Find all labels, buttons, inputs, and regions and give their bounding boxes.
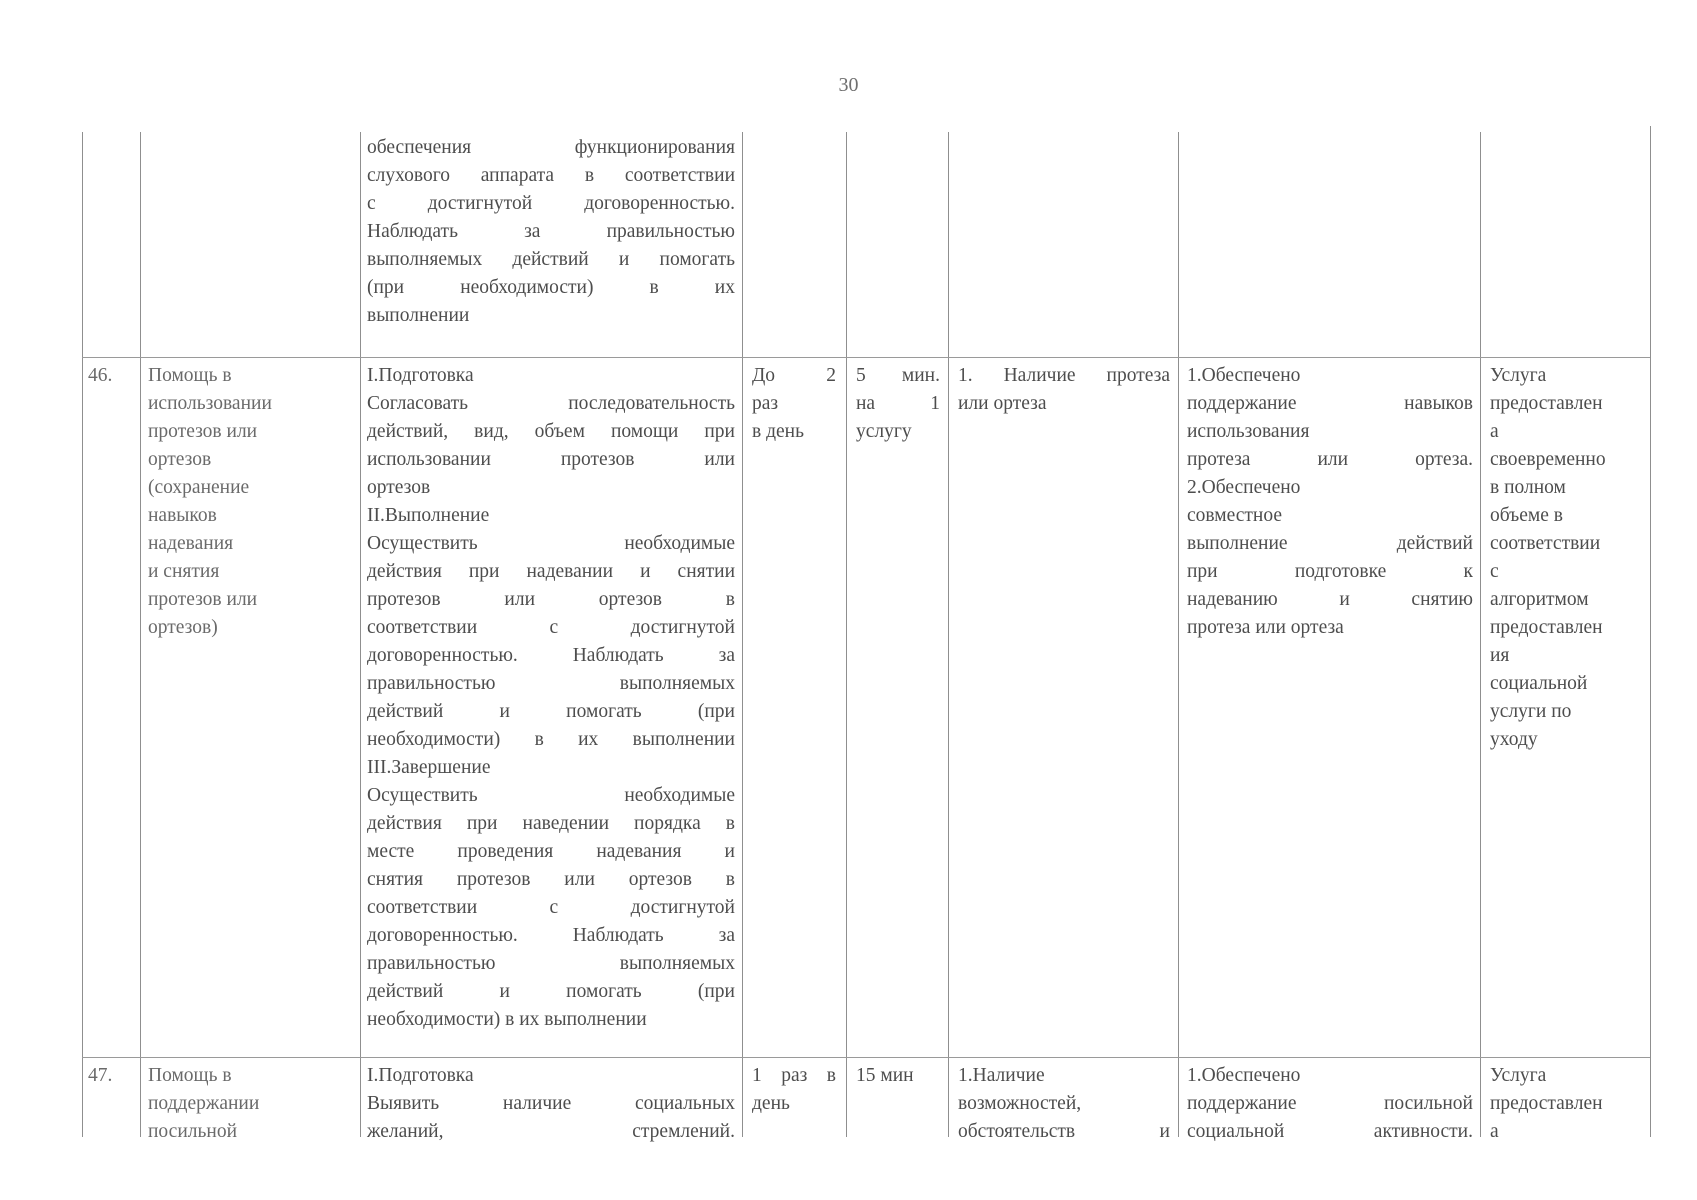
algorithm-line: соответствии с достигнутой (367, 617, 735, 638)
algorithm-line: Выявить наличие социальных (367, 1093, 735, 1114)
quality-line: своевременно (1490, 449, 1606, 470)
column-divider (846, 132, 847, 1137)
algorithm-line: ортезов (367, 477, 431, 498)
algorithm-line: с достигнутой договоренностью. (367, 193, 735, 214)
quality-line: ия (1490, 645, 1510, 666)
quality-cell (1490, 1062, 1646, 1146)
quality-line: предоставлен (1490, 1093, 1603, 1114)
time-line: 15 мин (856, 1065, 914, 1086)
results-line: 1.Обеспечено (1187, 365, 1301, 386)
service-line: Помощь в (148, 365, 232, 386)
results-line: совместное (1187, 505, 1283, 526)
frequency-line: в день (752, 421, 804, 442)
algorithm-line: Осуществить необходимые (367, 785, 735, 806)
page-number: 30 (838, 74, 859, 96)
frequency-line: раз (752, 393, 779, 414)
results-line: протеза или ортеза. (1187, 449, 1473, 470)
quality-line: соответствии (1490, 533, 1601, 554)
column-divider (1178, 132, 1179, 1137)
algorithm-line: соответствии с достигнутой (367, 897, 735, 918)
quality-line: уходу (1490, 729, 1538, 750)
quality-line: Услуга (1490, 1065, 1547, 1086)
row-number: 47. (88, 1065, 113, 1086)
algorithm-line: I.Подготовка (367, 365, 474, 386)
algorithm-cell (367, 1062, 735, 1146)
conditions-cell (958, 1062, 1170, 1146)
algorithm-line: Согласовать последовательность (367, 393, 735, 414)
service-line: протезов или (148, 421, 258, 442)
frequency-line: До 2 (752, 365, 836, 386)
quality-line: а (1490, 1121, 1499, 1142)
results-cell (1187, 362, 1473, 642)
service-name-cell (148, 1062, 354, 1146)
service-line: ортезов) (148, 617, 218, 638)
conditions-line: или ортеза (958, 393, 1047, 414)
results-line: при подготовке к (1187, 561, 1473, 582)
algorithm-line: снятия протезов или ортезов в (367, 869, 735, 890)
column-divider (140, 132, 141, 1137)
quality-line: в полном (1490, 477, 1566, 498)
algorithm-cell (367, 362, 735, 1034)
algorithm-line: месте проведения надевания и (367, 841, 735, 862)
row-divider (82, 357, 1650, 358)
conditions-line: 1.Наличие (958, 1065, 1045, 1086)
algorithm-line: договоренностью. Наблюдать за (367, 925, 735, 946)
column-divider (742, 132, 743, 1137)
algorithm-line: слухового аппарата в соответствии (367, 165, 735, 186)
algorithm-line: I.Подготовка (367, 1065, 474, 1086)
results-line: поддержание навыков (1187, 393, 1473, 414)
time-cell (856, 362, 940, 446)
time-line: услугу (856, 421, 912, 442)
algorithm-line: действий и помогать (при (367, 701, 735, 722)
service-line: навыков (148, 505, 217, 526)
results-line: 1.Обеспечено (1187, 1065, 1301, 1086)
quality-line: объеме в (1490, 505, 1564, 526)
service-line: посильной (148, 1121, 238, 1142)
algorithm-line: правильностью выполняемых (367, 673, 735, 694)
results-cell (1187, 1062, 1473, 1146)
algorithm-line: необходимости) в их выполнении (367, 1009, 647, 1030)
algorithm-line: II.Выполнение (367, 505, 490, 526)
algorithm-line: III.Завершение (367, 757, 491, 778)
results-line: использования (1187, 421, 1310, 442)
algorithm-line: обеспечения функционирования (367, 137, 735, 158)
conditions-line: 1. Наличие протеза (958, 365, 1170, 386)
algorithm-line: использовании протезов или (367, 449, 735, 470)
quality-cell (1490, 362, 1646, 754)
frequency-cell (752, 1062, 836, 1118)
results-line: поддержание посильной (1187, 1093, 1473, 1114)
frequency-line: день (752, 1093, 790, 1114)
algorithm-line: выполняемых действий и помогать (367, 249, 735, 270)
continuation-algorithm-cell (367, 134, 735, 330)
algorithm-line: действий и помогать (при (367, 981, 735, 1002)
quality-line: с (1490, 561, 1499, 582)
column-divider (948, 132, 949, 1137)
column-divider (1650, 126, 1651, 1137)
algorithm-line: Осуществить необходимые (367, 533, 735, 554)
quality-line: предоставлен (1490, 393, 1603, 414)
time-line: на 1 (856, 393, 940, 414)
column-divider (360, 132, 361, 1137)
service-line: надевания (148, 533, 234, 554)
algorithm-line: Наблюдать за правильностью (367, 221, 735, 242)
service-line: и снятия (148, 561, 220, 582)
algorithm-line: протезов или ортезов в (367, 589, 735, 610)
quality-line: алгоритмом (1490, 589, 1589, 610)
frequency-cell (752, 362, 836, 446)
results-line: 2.Обеспечено (1187, 477, 1301, 498)
service-line: (сохранение (148, 477, 250, 498)
algorithm-line: необходимости) в их выполнении (367, 729, 735, 750)
service-line: протезов или (148, 589, 258, 610)
row-divider (82, 1057, 1650, 1058)
service-name-cell (148, 362, 354, 642)
results-line: протеза или ортеза (1187, 617, 1344, 638)
quality-line: Услуга (1490, 365, 1547, 386)
algorithm-line: договоренностью. Наблюдать за (367, 645, 735, 666)
service-line: поддержании (148, 1093, 260, 1114)
conditions-cell (958, 362, 1170, 418)
algorithm-line: выполнении (367, 305, 470, 326)
quality-line: а (1490, 421, 1499, 442)
row-number: 46. (88, 365, 113, 386)
algorithm-line: действия при наведении порядка в (367, 813, 735, 834)
column-divider (1480, 132, 1481, 1137)
service-line: ортезов (148, 449, 212, 470)
algorithm-line: действий, вид, объем помощи при (367, 421, 735, 442)
quality-line: предоставлен (1490, 617, 1603, 638)
frequency-line: 1 раз в (752, 1065, 836, 1086)
algorithm-line: желаний, стремлений. (367, 1121, 735, 1142)
algorithm-line: действия при надевании и снятии (367, 561, 735, 582)
service-line: Помощь в (148, 1065, 232, 1086)
conditions-line: обстоятельств и (958, 1121, 1170, 1142)
time-cell (856, 1062, 940, 1090)
quality-line: социальной (1490, 673, 1588, 694)
algorithm-line: правильностью выполняемых (367, 953, 735, 974)
time-line: 5 мин. (856, 365, 940, 386)
column-divider (82, 132, 83, 1137)
results-line: социальной активности. (1187, 1121, 1473, 1142)
quality-line: услуги по (1490, 701, 1572, 722)
algorithm-line: (при необходимости) в их (367, 277, 735, 298)
results-line: надеванию и снятию (1187, 589, 1473, 610)
service-line: использовании (148, 393, 272, 414)
conditions-line: возможностей, (958, 1093, 1082, 1114)
results-line: выполнение действий (1187, 533, 1473, 554)
